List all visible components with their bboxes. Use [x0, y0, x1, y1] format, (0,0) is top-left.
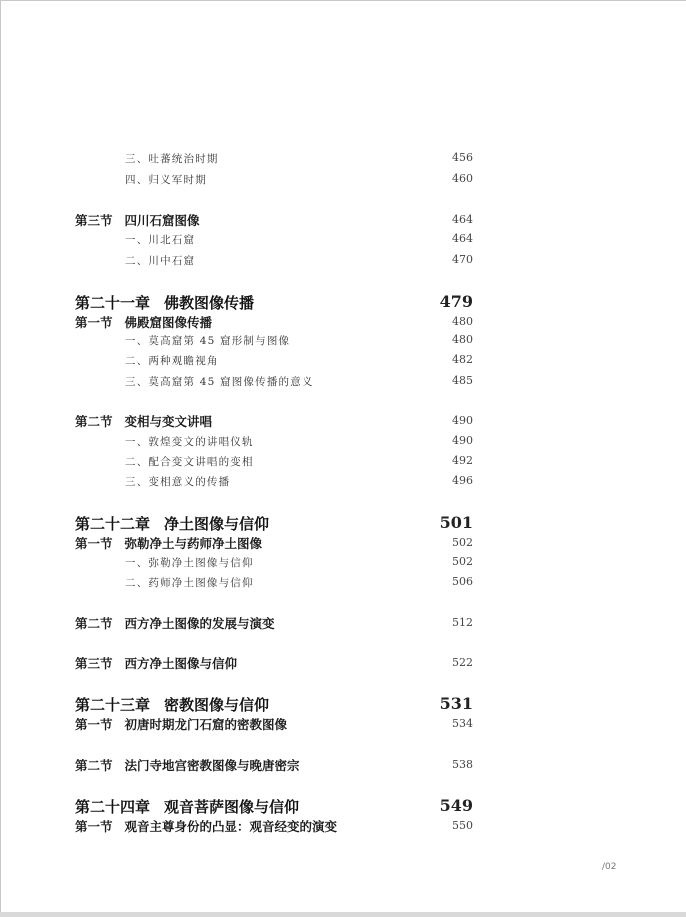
toc-page-number: 490 — [452, 434, 473, 447]
toc-section-title: 初唐时期龙门石窟的密教图像 — [124, 717, 288, 732]
toc-entry-label: 一、莫高窟第 45 窟形制与图像 — [125, 335, 291, 347]
toc-page-number: 531 — [439, 694, 473, 713]
toc-entry-label: 三、变相意义的传播 — [125, 476, 231, 488]
toc-page-number: 502 — [452, 536, 473, 549]
toc-entry-label: 一、川北石窟 — [125, 234, 196, 246]
toc-entry-label: 二、配合变文讲唱的变相 — [125, 456, 254, 468]
toc-section-number: 第一节 — [75, 717, 113, 732]
toc-page-number: 522 — [452, 656, 473, 669]
toc-page-number: 549 — [439, 796, 473, 815]
toc-page-number: 490 — [452, 414, 473, 427]
folio-page-number: /02 — [602, 862, 617, 872]
toc-page-number: 480 — [452, 333, 473, 346]
toc-page-number: 492 — [452, 454, 473, 467]
toc-chapter-title: 密教图像与信仰 — [164, 696, 270, 714]
toc-section-title: 观音主尊身份的凸显：观音经变的演变 — [124, 819, 338, 834]
toc-page-number: 506 — [452, 575, 473, 588]
toc-entry-label: 二、川中石窟 — [125, 255, 196, 267]
toc-page-number: 534 — [452, 717, 473, 730]
toc-page-number: 502 — [452, 555, 473, 568]
toc-section-title: 变相与变文讲唱 — [124, 414, 213, 429]
toc-page-number: 512 — [452, 616, 473, 629]
toc-entry-label: 一、敦煌变文的讲唱仪轨 — [125, 436, 254, 448]
toc-section-number: 第一节 — [75, 315, 113, 330]
toc-entry-label: 一、弥勒净土图像与信仰 — [125, 557, 254, 569]
toc-page-number: 538 — [452, 758, 473, 771]
toc-page-number: 464 — [452, 213, 473, 226]
toc-entry-label: 三、莫高窟第 45 窟图像传播的意义 — [125, 376, 314, 388]
toc-chapter-title: 净土图像与信仰 — [164, 515, 270, 533]
toc-chapter-title: 佛教图像传播 — [164, 294, 255, 312]
toc-entry-label: 三、吐蕃统治时期 — [125, 153, 219, 165]
toc-entry-label: 二、两种观瞻视角 — [125, 355, 219, 367]
toc-page-number: 496 — [452, 474, 473, 487]
toc-section-number: 第一节 — [75, 536, 113, 551]
toc-entry-label: 二、药师净土图像与信仰 — [125, 577, 254, 589]
toc-section-title: 西方净土图像与信仰 — [124, 656, 238, 671]
toc-page-number: 501 — [439, 513, 473, 532]
toc-chapter-number: 第二十一章 — [75, 294, 151, 312]
toc-page-number: 470 — [452, 253, 473, 266]
toc-page-number: 550 — [452, 819, 473, 832]
toc-page-number: 456 — [452, 151, 473, 164]
toc-section-number: 第二节 — [75, 758, 113, 773]
toc-section-title: 法门寺地宫密教图像与晚唐密宗 — [124, 758, 300, 773]
toc-section-number: 第一节 — [75, 819, 113, 834]
toc-chapter-number: 第二十四章 — [75, 798, 151, 816]
toc-section-number: 第二节 — [75, 414, 113, 429]
toc-section-number: 第三节 — [75, 213, 113, 228]
toc-section-title: 四川石窟图像 — [124, 213, 200, 228]
toc-page-number: 464 — [452, 232, 473, 245]
toc-chapter-title: 观音菩萨图像与信仰 — [164, 798, 300, 816]
toc-page-number: 485 — [452, 374, 473, 387]
toc-page-number: 479 — [439, 292, 473, 311]
toc-chapter-number: 第二十三章 — [75, 696, 151, 714]
toc-page-number: 460 — [452, 172, 473, 185]
toc-section-number: 第三节 — [75, 656, 113, 671]
toc-page-number: 480 — [452, 315, 473, 328]
toc-section-title: 佛殿窟图像传播 — [124, 315, 213, 330]
toc-page-number: 482 — [452, 353, 473, 366]
toc-section-number: 第二节 — [75, 616, 113, 631]
toc-section-title: 弥勒净土与药师净土图像 — [124, 536, 263, 551]
toc-section-title: 西方净土图像的发展与演变 — [124, 616, 275, 631]
toc-entry-label: 四、归义军时期 — [125, 174, 207, 186]
toc-chapter-number: 第二十二章 — [75, 515, 151, 533]
